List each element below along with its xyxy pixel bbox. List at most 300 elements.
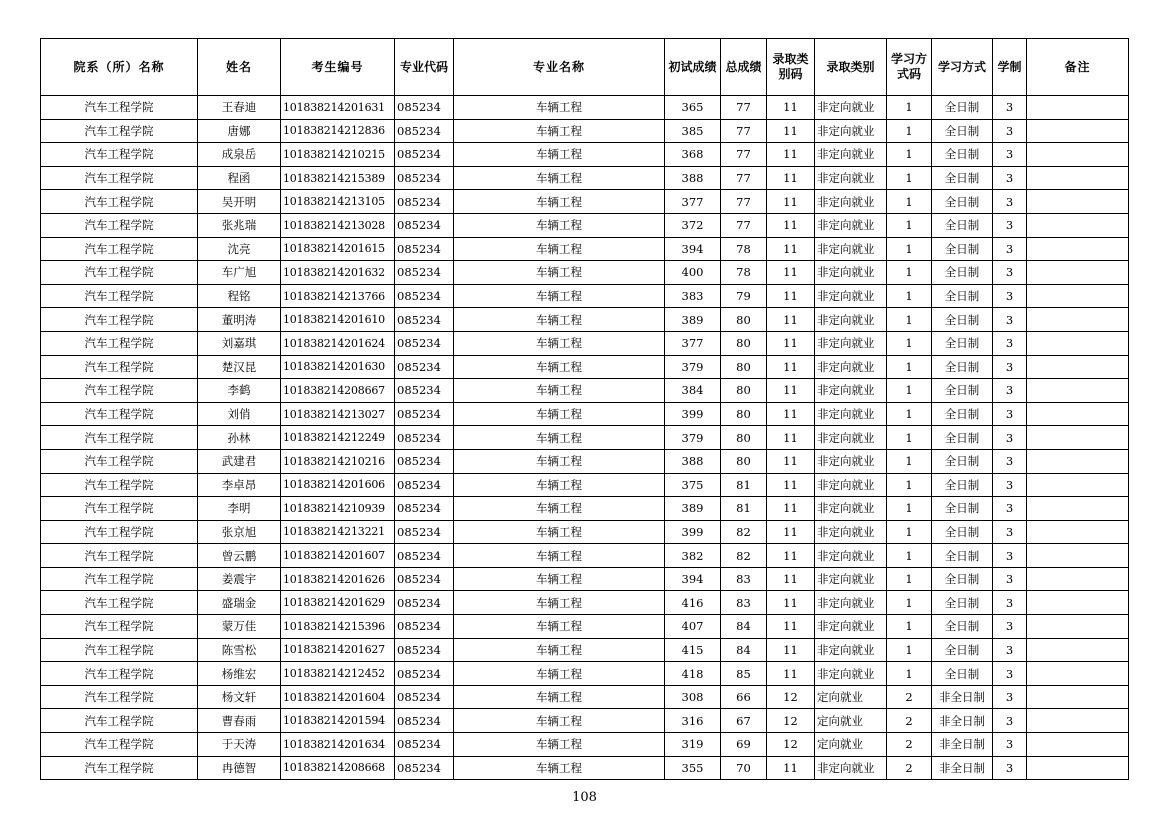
- cell-remarks: [1027, 733, 1129, 757]
- cell-initial-score: 375: [665, 473, 721, 497]
- cell-total-score: 85: [721, 662, 767, 686]
- cell-major-name: 车辆工程: [454, 237, 665, 261]
- cell-name: 楚汉昆: [198, 355, 281, 379]
- cell-initial-score: 368: [665, 143, 721, 167]
- cell-study-mode: 非全日制: [932, 685, 993, 709]
- cell-remarks: [1027, 284, 1129, 308]
- cell-department: 汽车工程学院: [41, 473, 198, 497]
- cell-major-code: 085234: [395, 591, 454, 615]
- table-row: [41, 379, 1129, 403]
- cell-candidate-id: 101838214210215: [281, 143, 395, 167]
- cell-admission-type-code: 11: [767, 402, 815, 426]
- cell-name: 陈雪松: [198, 638, 281, 662]
- cell-study-mode: 非全日制: [932, 756, 993, 780]
- cell-department: 汽车工程学院: [41, 379, 198, 403]
- cell-candidate-id: 101838214212836: [281, 119, 395, 143]
- cell-study-mode: 全日制: [932, 96, 993, 120]
- cell-department: 汽车工程学院: [41, 733, 198, 757]
- cell-remarks: [1027, 213, 1129, 237]
- cell-study-mode: 全日制: [932, 615, 993, 639]
- cell-initial-score: 377: [665, 331, 721, 355]
- cell-initial-score: 382: [665, 544, 721, 568]
- cell-initial-score: 388: [665, 166, 721, 190]
- cell-candidate-id: 101838214210216: [281, 449, 395, 473]
- cell-study-mode-code: 1: [887, 379, 932, 403]
- cell-major-name: 车辆工程: [454, 426, 665, 450]
- table-row: [41, 662, 1129, 686]
- cell-candidate-id: 101838214201630: [281, 355, 395, 379]
- cell-department: 汽车工程学院: [41, 426, 198, 450]
- cell-duration: 3: [993, 709, 1027, 733]
- cell-major-code: 085234: [395, 685, 454, 709]
- cell-admission-type: 非定向就业: [815, 96, 887, 120]
- cell-study-mode-code: 2: [887, 685, 932, 709]
- cell-initial-score: 372: [665, 213, 721, 237]
- cell-study-mode-code: 1: [887, 284, 932, 308]
- cell-candidate-id: 101838214201632: [281, 261, 395, 285]
- cell-name: 姜震宇: [198, 567, 281, 591]
- cell-department: 汽车工程学院: [41, 308, 198, 332]
- table-body: [41, 96, 1129, 780]
- cell-total-score: 80: [721, 402, 767, 426]
- cell-admission-type-code: 12: [767, 733, 815, 757]
- cell-remarks: [1027, 449, 1129, 473]
- cell-study-mode-code: 1: [887, 402, 932, 426]
- table-row: [41, 497, 1129, 521]
- cell-name: 刘嘉琪: [198, 331, 281, 355]
- cell-major-code: 085234: [395, 402, 454, 426]
- cell-name: 李鹤: [198, 379, 281, 403]
- cell-candidate-id: 101838214212249: [281, 426, 395, 450]
- cell-major-code: 085234: [395, 544, 454, 568]
- cell-admission-type: 非定向就业: [815, 261, 887, 285]
- cell-total-score: 78: [721, 237, 767, 261]
- cell-department: 汽车工程学院: [41, 662, 198, 686]
- cell-candidate-id: 101838214213766: [281, 284, 395, 308]
- cell-admission-type-code: 11: [767, 308, 815, 332]
- cell-admission-type: 非定向就业: [815, 119, 887, 143]
- cell-study-mode: 全日制: [932, 213, 993, 237]
- cell-total-score: 80: [721, 449, 767, 473]
- cell-candidate-id: 101838214201634: [281, 733, 395, 757]
- cell-total-score: 69: [721, 733, 767, 757]
- cell-major-name: 车辆工程: [454, 166, 665, 190]
- cell-candidate-id: 101838214201631: [281, 96, 395, 120]
- cell-study-mode-code: 1: [887, 355, 932, 379]
- cell-initial-score: 394: [665, 237, 721, 261]
- cell-admission-type-code: 11: [767, 190, 815, 214]
- cell-major-name: 车辆工程: [454, 261, 665, 285]
- cell-major-code: 085234: [395, 355, 454, 379]
- cell-study-mode: 全日制: [932, 166, 993, 190]
- cell-admission-type-code: 11: [767, 379, 815, 403]
- cell-major-code: 085234: [395, 473, 454, 497]
- cell-major-name: 车辆工程: [454, 308, 665, 332]
- header-duration: 学制: [993, 39, 1027, 96]
- cell-major-name: 车辆工程: [454, 119, 665, 143]
- cell-study-mode: 全日制: [932, 119, 993, 143]
- cell-admission-type-code: 11: [767, 261, 815, 285]
- cell-study-mode: 全日制: [932, 473, 993, 497]
- cell-major-name: 车辆工程: [454, 473, 665, 497]
- cell-admission-type: 非定向就业: [815, 426, 887, 450]
- cell-admission-type: 非定向就业: [815, 190, 887, 214]
- cell-admission-type: 非定向就业: [815, 379, 887, 403]
- cell-remarks: [1027, 709, 1129, 733]
- cell-total-score: 80: [721, 331, 767, 355]
- table-row: [41, 308, 1129, 332]
- cell-candidate-id: 101838214201626: [281, 567, 395, 591]
- cell-candidate-id: 101838214201629: [281, 591, 395, 615]
- cell-study-mode-code: 1: [887, 237, 932, 261]
- cell-initial-score: 316: [665, 709, 721, 733]
- cell-remarks: [1027, 96, 1129, 120]
- cell-admission-type: 非定向就业: [815, 449, 887, 473]
- cell-candidate-id: 101838214201594: [281, 709, 395, 733]
- table-row: [41, 638, 1129, 662]
- cell-admission-type-code: 11: [767, 615, 815, 639]
- cell-candidate-id: 101838214212452: [281, 662, 395, 686]
- cell-duration: 3: [993, 379, 1027, 403]
- cell-study-mode-code: 1: [887, 213, 932, 237]
- cell-candidate-id: 101838214210939: [281, 497, 395, 521]
- cell-study-mode: 全日制: [932, 638, 993, 662]
- cell-study-mode-code: 2: [887, 733, 932, 757]
- cell-name: 武建君: [198, 449, 281, 473]
- header-row: [41, 39, 1129, 96]
- cell-major-code: 085234: [395, 308, 454, 332]
- cell-initial-score: 388: [665, 449, 721, 473]
- cell-remarks: [1027, 685, 1129, 709]
- cell-major-name: 车辆工程: [454, 190, 665, 214]
- cell-admission-type: 定向就业: [815, 709, 887, 733]
- cell-duration: 3: [993, 402, 1027, 426]
- cell-candidate-id: 101838214201627: [281, 638, 395, 662]
- cell-study-mode: 全日制: [932, 662, 993, 686]
- table-row: [41, 567, 1129, 591]
- cell-name: 张兆瑞: [198, 213, 281, 237]
- cell-duration: 3: [993, 685, 1027, 709]
- cell-major-name: 车辆工程: [454, 379, 665, 403]
- cell-duration: 3: [993, 166, 1027, 190]
- cell-total-score: 67: [721, 709, 767, 733]
- cell-name: 董明涛: [198, 308, 281, 332]
- cell-admission-type-code: 11: [767, 497, 815, 521]
- cell-name: 成泉岳: [198, 143, 281, 167]
- cell-admission-type-code: 11: [767, 756, 815, 780]
- cell-total-score: 81: [721, 473, 767, 497]
- cell-initial-score: 389: [665, 497, 721, 521]
- table-row: [41, 402, 1129, 426]
- cell-duration: 3: [993, 355, 1027, 379]
- cell-department: 汽车工程学院: [41, 96, 198, 120]
- cell-candidate-id: 101838214201604: [281, 685, 395, 709]
- cell-admission-type: 非定向就业: [815, 520, 887, 544]
- cell-initial-score: 400: [665, 261, 721, 285]
- cell-major-name: 车辆工程: [454, 355, 665, 379]
- cell-total-score: 82: [721, 544, 767, 568]
- cell-duration: 3: [993, 520, 1027, 544]
- cell-total-score: 77: [721, 213, 767, 237]
- cell-major-code: 085234: [395, 497, 454, 521]
- cell-study-mode-code: 1: [887, 615, 932, 639]
- cell-duration: 3: [993, 213, 1027, 237]
- cell-study-mode: 全日制: [932, 331, 993, 355]
- cell-name: 唐娜: [198, 119, 281, 143]
- cell-name: 曾云鹏: [198, 544, 281, 568]
- cell-major-name: 车辆工程: [454, 709, 665, 733]
- cell-admission-type: 非定向就业: [815, 355, 887, 379]
- cell-department: 汽车工程学院: [41, 143, 198, 167]
- cell-major-name: 车辆工程: [454, 615, 665, 639]
- cell-remarks: [1027, 143, 1129, 167]
- cell-study-mode: 非全日制: [932, 733, 993, 757]
- cell-major-name: 车辆工程: [454, 685, 665, 709]
- cell-major-code: 085234: [395, 426, 454, 450]
- cell-initial-score: 399: [665, 402, 721, 426]
- cell-admission-type-code: 11: [767, 237, 815, 261]
- cell-admission-type-code: 11: [767, 567, 815, 591]
- cell-study-mode: 非全日制: [932, 709, 993, 733]
- cell-study-mode-code: 1: [887, 426, 932, 450]
- cell-initial-score: 394: [665, 567, 721, 591]
- cell-study-mode-code: 1: [887, 331, 932, 355]
- cell-duration: 3: [993, 567, 1027, 591]
- table-row: [41, 685, 1129, 709]
- cell-study-mode-code: 1: [887, 473, 932, 497]
- cell-admission-type: 非定向就业: [815, 213, 887, 237]
- cell-major-name: 车辆工程: [454, 143, 665, 167]
- cell-major-code: 085234: [395, 567, 454, 591]
- cell-duration: 3: [993, 615, 1027, 639]
- cell-admission-type-code: 11: [767, 662, 815, 686]
- cell-study-mode: 全日制: [932, 520, 993, 544]
- cell-candidate-id: 101838214201610: [281, 308, 395, 332]
- table-row: [41, 591, 1129, 615]
- table-row: [41, 190, 1129, 214]
- cell-duration: 3: [993, 638, 1027, 662]
- cell-total-score: 83: [721, 591, 767, 615]
- cell-admission-type-code: 11: [767, 591, 815, 615]
- table-row: [41, 473, 1129, 497]
- cell-total-score: 80: [721, 379, 767, 403]
- header-major-name: 专业名称: [454, 39, 665, 96]
- cell-duration: 3: [993, 284, 1027, 308]
- cell-candidate-id: 101838214201606: [281, 473, 395, 497]
- cell-major-code: 085234: [395, 261, 454, 285]
- cell-duration: 3: [993, 449, 1027, 473]
- cell-admission-type: 定向就业: [815, 733, 887, 757]
- cell-admission-type-code: 12: [767, 685, 815, 709]
- cell-duration: 3: [993, 143, 1027, 167]
- cell-study-mode-code: 1: [887, 308, 932, 332]
- cell-initial-score: 379: [665, 426, 721, 450]
- cell-remarks: [1027, 473, 1129, 497]
- table-row: [41, 544, 1129, 568]
- cell-name: 于天涛: [198, 733, 281, 757]
- cell-name: 盛瑞金: [198, 591, 281, 615]
- cell-major-code: 085234: [395, 237, 454, 261]
- cell-admission-type-code: 11: [767, 166, 815, 190]
- table-row: [41, 261, 1129, 285]
- cell-candidate-id: 101838214213221: [281, 520, 395, 544]
- cell-study-mode: 全日制: [932, 449, 993, 473]
- cell-admission-type: 非定向就业: [815, 284, 887, 308]
- cell-study-mode: 全日制: [932, 402, 993, 426]
- cell-admission-type: 非定向就业: [815, 544, 887, 568]
- cell-admission-type: 非定向就业: [815, 473, 887, 497]
- table-row: [41, 213, 1129, 237]
- cell-major-code: 085234: [395, 733, 454, 757]
- cell-department: 汽车工程学院: [41, 615, 198, 639]
- cell-candidate-id: 101838214213028: [281, 213, 395, 237]
- cell-admission-type: 非定向就业: [815, 638, 887, 662]
- cell-remarks: [1027, 355, 1129, 379]
- header-admission-type: 录取类别: [815, 39, 887, 96]
- cell-admission-type: 非定向就业: [815, 662, 887, 686]
- cell-major-code: 085234: [395, 662, 454, 686]
- cell-department: 汽车工程学院: [41, 284, 198, 308]
- header-admission-type-code: 录取类别码: [767, 39, 815, 96]
- cell-admission-type: 非定向就业: [815, 591, 887, 615]
- cell-major-code: 085234: [395, 190, 454, 214]
- table-row: [41, 426, 1129, 450]
- cell-duration: 3: [993, 426, 1027, 450]
- cell-department: 汽车工程学院: [41, 756, 198, 780]
- admission-table: [40, 38, 1129, 780]
- cell-major-code: 085234: [395, 143, 454, 167]
- cell-total-score: 83: [721, 567, 767, 591]
- cell-duration: 3: [993, 237, 1027, 261]
- cell-initial-score: 399: [665, 520, 721, 544]
- cell-study-mode-code: 1: [887, 638, 932, 662]
- cell-department: 汽车工程学院: [41, 237, 198, 261]
- cell-admission-type: 非定向就业: [815, 497, 887, 521]
- cell-study-mode: 全日制: [932, 591, 993, 615]
- cell-study-mode-code: 1: [887, 662, 932, 686]
- cell-department: 汽车工程学院: [41, 355, 198, 379]
- cell-name: 吴开明: [198, 190, 281, 214]
- cell-name: 车广旭: [198, 261, 281, 285]
- cell-study-mode: 全日制: [932, 284, 993, 308]
- cell-admission-type: 非定向就业: [815, 166, 887, 190]
- table-row: [41, 96, 1129, 120]
- cell-study-mode-code: 1: [887, 544, 932, 568]
- table-row: [41, 284, 1129, 308]
- cell-name: 刘俏: [198, 402, 281, 426]
- cell-department: 汽车工程学院: [41, 119, 198, 143]
- cell-name: 王春迪: [198, 96, 281, 120]
- cell-admission-type-code: 12: [767, 709, 815, 733]
- cell-study-mode-code: 1: [887, 261, 932, 285]
- cell-major-name: 车辆工程: [454, 567, 665, 591]
- cell-study-mode-code: 2: [887, 709, 932, 733]
- cell-remarks: [1027, 544, 1129, 568]
- cell-initial-score: 383: [665, 284, 721, 308]
- cell-total-score: 80: [721, 426, 767, 450]
- table-row: [41, 615, 1129, 639]
- cell-candidate-id: 101838214213105: [281, 190, 395, 214]
- cell-total-score: 84: [721, 638, 767, 662]
- cell-admission-type-code: 11: [767, 96, 815, 120]
- cell-major-name: 车辆工程: [454, 213, 665, 237]
- table-row: [41, 166, 1129, 190]
- cell-admission-type: 非定向就业: [815, 143, 887, 167]
- table-row: [41, 449, 1129, 473]
- cell-department: 汽车工程学院: [41, 544, 198, 568]
- table-row: [41, 143, 1129, 167]
- cell-duration: 3: [993, 733, 1027, 757]
- cell-study-mode-code: 1: [887, 591, 932, 615]
- cell-major-code: 085234: [395, 284, 454, 308]
- cell-major-name: 车辆工程: [454, 96, 665, 120]
- cell-total-score: 77: [721, 119, 767, 143]
- cell-study-mode-code: 1: [887, 190, 932, 214]
- cell-total-score: 77: [721, 166, 767, 190]
- cell-total-score: 80: [721, 355, 767, 379]
- cell-major-code: 085234: [395, 213, 454, 237]
- cell-name: 张京旭: [198, 520, 281, 544]
- cell-major-code: 085234: [395, 756, 454, 780]
- header-major-code: 专业代码: [395, 39, 454, 96]
- cell-duration: 3: [993, 497, 1027, 521]
- cell-department: 汽车工程学院: [41, 402, 198, 426]
- cell-major-name: 车辆工程: [454, 402, 665, 426]
- cell-candidate-id: 101838214208667: [281, 379, 395, 403]
- cell-study-mode: 全日制: [932, 190, 993, 214]
- cell-study-mode: 全日制: [932, 261, 993, 285]
- cell-initial-score: 355: [665, 756, 721, 780]
- cell-admission-type: 非定向就业: [815, 756, 887, 780]
- cell-admission-type-code: 11: [767, 284, 815, 308]
- cell-department: 汽车工程学院: [41, 213, 198, 237]
- cell-total-score: 77: [721, 143, 767, 167]
- cell-duration: 3: [993, 331, 1027, 355]
- cell-major-name: 车辆工程: [454, 497, 665, 521]
- cell-name: 杨文轩: [198, 685, 281, 709]
- cell-initial-score: 377: [665, 190, 721, 214]
- cell-candidate-id: 101838214215396: [281, 615, 395, 639]
- cell-initial-score: 308: [665, 685, 721, 709]
- cell-duration: 3: [993, 662, 1027, 686]
- cell-major-code: 085234: [395, 331, 454, 355]
- cell-study-mode-code: 1: [887, 567, 932, 591]
- cell-name: 孙林: [198, 426, 281, 450]
- cell-major-code: 085234: [395, 449, 454, 473]
- cell-major-name: 车辆工程: [454, 520, 665, 544]
- cell-total-score: 84: [721, 615, 767, 639]
- cell-remarks: [1027, 379, 1129, 403]
- cell-initial-score: 415: [665, 638, 721, 662]
- cell-major-name: 车辆工程: [454, 591, 665, 615]
- cell-admission-type: 非定向就业: [815, 615, 887, 639]
- cell-department: 汽车工程学院: [41, 567, 198, 591]
- cell-candidate-id: 101838214201615: [281, 237, 395, 261]
- cell-duration: 3: [993, 190, 1027, 214]
- cell-major-name: 车辆工程: [454, 756, 665, 780]
- cell-study-mode: 全日制: [932, 379, 993, 403]
- cell-total-score: 77: [721, 190, 767, 214]
- cell-major-name: 车辆工程: [454, 449, 665, 473]
- cell-admission-type-code: 11: [767, 520, 815, 544]
- cell-name: 程铭: [198, 284, 281, 308]
- cell-duration: 3: [993, 591, 1027, 615]
- cell-admission-type-code: 11: [767, 355, 815, 379]
- cell-duration: 3: [993, 96, 1027, 120]
- cell-duration: 3: [993, 473, 1027, 497]
- cell-department: 汽车工程学院: [41, 190, 198, 214]
- cell-department: 汽车工程学院: [41, 685, 198, 709]
